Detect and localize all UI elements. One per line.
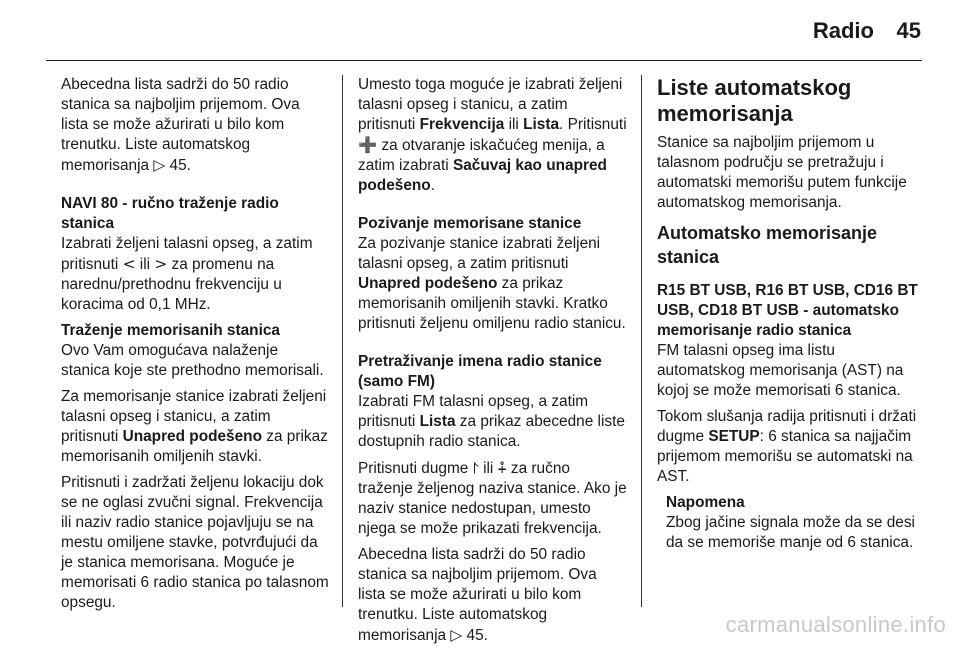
plus-icon: ➕ [358, 136, 378, 154]
paragraph-fm-list: FM talasni opseg ima listu automatskog memorisanja (AST) na kojoj se može memorisati 6 stanica. [657, 342, 904, 399]
seek-up-icon: ⨢ [497, 459, 507, 477]
column-3 [657, 75, 925, 553]
page-number: 45 [896, 18, 921, 43]
page-title: Radio [812, 18, 874, 43]
chevron-left-icon: < [122, 255, 136, 273]
paragraph-name-search: Izabrati FM talasni opseg, a zatim pritisnuti Lista za prikaz abecedne liste dostupnih radio stanica. [358, 393, 625, 450]
heading-stored-search: Traženje memorisanih stanica [61, 322, 280, 339]
paragraph-recall: Za pozivanje stanice izabrati željeni talasni opseg, a zatim pritisnuti Unapred podešeno za prikaz memorisanih omiljenih stavki. Kratko pritisnuti željenu omiljenu radio stanicu. [358, 235, 626, 332]
paragraph-store: Za memorisanje stanice izabrati željeni talasni opseg i stanicu, a zatim pritisnuti Unapred podešeno za prikaz memorisanih omiljenih stavki. [61, 388, 328, 465]
column-divider-2 [641, 75, 642, 607]
page-ref-icon: ▷ [450, 626, 463, 644]
page-ref-link[interactable]: 45. [169, 157, 191, 174]
paragraph-alternative: Umesto toga moguće je izabrati željeni talasni opseg i stanicu, a zatim pritisnuti Frekvencija ili Lista. Pritisnuti ➕ za otvaranje iskačućeg menija, a zatim izabrati Sačuvaj kao unapred podešeno. [358, 76, 627, 194]
paragraph-navi: Izabrati željeni talasni opseg, a zatim pritisnuti < ili > za promenu na narednu/prethodnu frekvenciju u koracima od 0,1 MHz. [61, 235, 313, 313]
column-divider-1 [342, 75, 343, 607]
page-ref-icon: ▷ [153, 156, 166, 174]
watermark: carmanualsonline.info [725, 612, 946, 637]
paragraph-section-intro: Stanice sa najboljim prijemom u talasnom području se pretražuju i automatski memorišu putem funkcije automatskog memorisanja. [657, 134, 907, 211]
note-text: Zbog jačine signala može da se desi da se memoriše manje od 6 stanica. [666, 514, 915, 551]
page-header [0, 0, 960, 58]
paragraph-hold: Pritisnuti i zadržati željenu lokaciju dok se ne oglasi zvučni signal. Frekvencija ili naziv radio stanice pojavljuju se na mestu omiljene stavke, potvrđujući da je stanica memorisana. Moguće je memorisati 6 radio stanica po talasnom opsegu. [61, 474, 329, 611]
note-title: Napomena [666, 494, 745, 511]
chevron-right-icon: > [154, 255, 168, 273]
column-1 [61, 75, 329, 619]
paragraph-setup: Tokom slušanja radija pritisnuti i držati dugme SETUP: 6 stanica sa najjačim prijemom memorišu se automatski na AST. [657, 408, 917, 485]
paragraph-buttons: Pritisnuti dugme ⨡ ili ⨢ za ručno traženje željenog naziva stanice. Ako je naziv stanice nedostupan, umesto njega se može prikazati frekvencija. [358, 459, 627, 537]
header-divider [46, 60, 922, 61]
heading-name-search: Pretraživanje imena radio stanice (samo FM) [358, 353, 602, 390]
paragraph-list: Abecedna lista sadrži do 50 radio stanica sa najboljim prijemom. Ova lista se može ažurirati u bilo kom trenutku. Liste automatskog memorisanja ▷ 45. [358, 546, 597, 644]
heading-navi-manual-search: NAVI 80 - ručno traženje radio stanica [61, 195, 279, 232]
heading-recall-station: Pozivanje memorisane stanice [358, 215, 582, 232]
seek-down-icon: ⨡ [472, 459, 479, 477]
page-ref-link[interactable]: 45. [466, 627, 488, 644]
section-title: Liste automatskog memorisanja [657, 75, 852, 126]
note-box [666, 493, 925, 553]
column-2 [358, 75, 628, 652]
paragraph-stored: Ovo Vam omogućava nalaženje stanica koje ste prethodno memorisali. [61, 342, 324, 379]
subsection-title: Automatsko memorisanje stanica [657, 223, 878, 267]
heading-models: R15 BT USB, R16 BT USB, CD16 BT USB, CD18 BT USB - automatsko memorisanje radio stanica [657, 282, 918, 339]
paragraph-intro: Abecedna lista sadrži do 50 radio stanica sa najboljim prijemom. Ova lista se može ažurirati u bilo kom trenutku. Liste automatskog memorisanja ▷ 45. [61, 76, 300, 174]
